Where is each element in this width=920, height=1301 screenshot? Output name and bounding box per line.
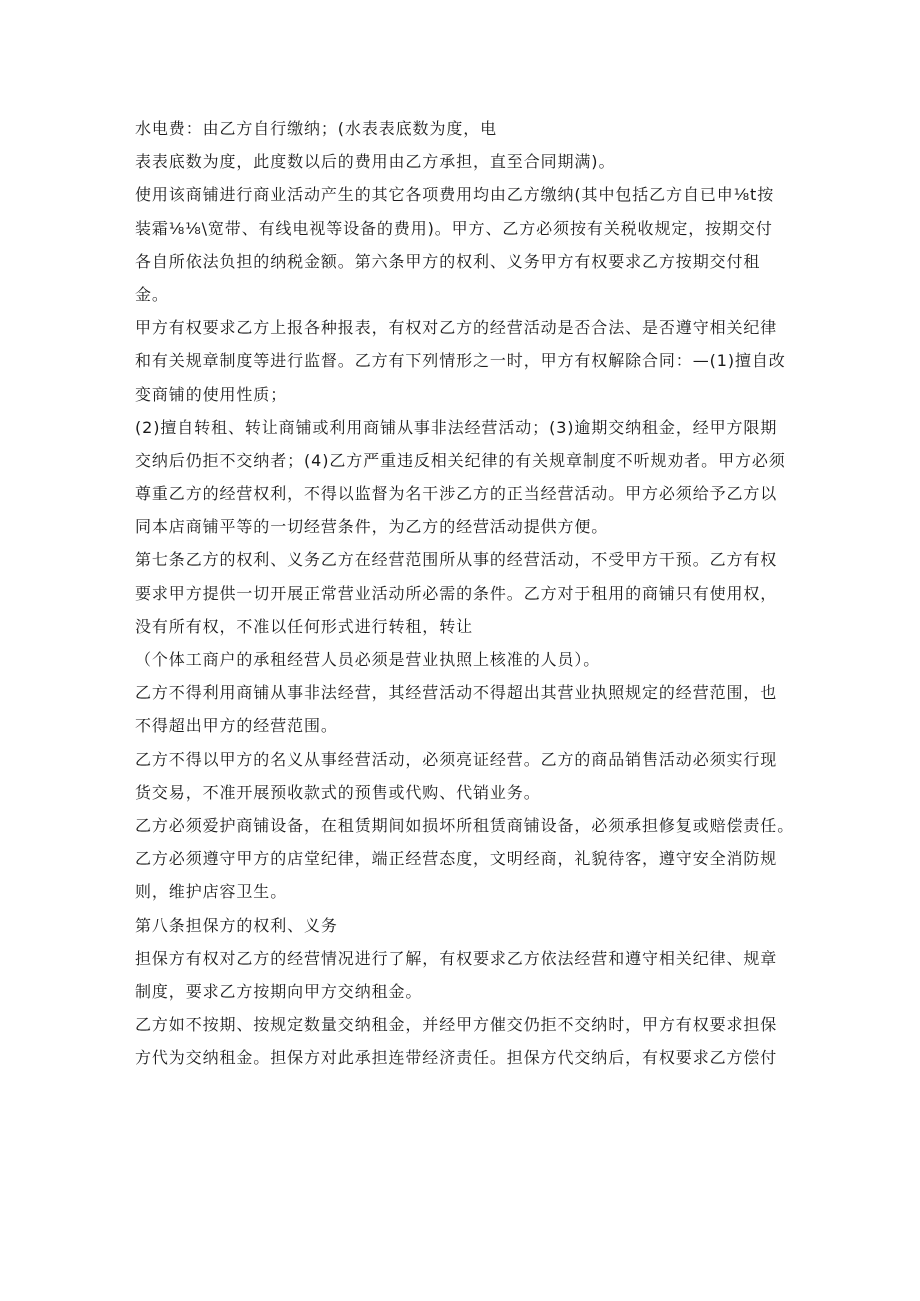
text-line: 不得超出甲方的经营范围。 [135, 716, 338, 736]
text-line: 乙方必须爱护商铺设备，在租赁期间如损坏所租赁商铺设备，必须承担修复或赔偿责任。 [135, 815, 795, 835]
text-line: 货交易，不准开展预收款式的预售或代购、代销业务。 [135, 782, 541, 802]
text-line: 则，维护店容卫生。 [135, 882, 288, 902]
text-line: 交纳后仍拒不交纳者；(4)乙方严重违反相关纪律的有关规章制度不听规劝者。甲方必须 [135, 450, 786, 470]
text-line: 乙方如不按期、按规定数量交纳租金，并经甲方催交仍拒不交纳时，甲方有权要求担保 [135, 1015, 778, 1035]
text-line: （个体工商户的承租经营人员必须是营业执照上核准的人员）。 [135, 650, 601, 669]
text-line: 各自所依法负担的纳税金额。第六条甲方的权利、义务甲方有权要求乙方按期交付租 [135, 251, 761, 271]
text-line: 水电费：由乙方自行缴纳；(水表表底数为度，电 [135, 119, 498, 138]
text-line: 乙方必须遵守甲方的店堂纪律，端正经营态度，文明经商，礼貌待客，遵守安全消防规 [135, 849, 778, 869]
text-line: 第七条乙方的权利、义务乙方在经营范围所从事的经营活动，不受甲方干预。乙方有权 [135, 550, 778, 570]
text-line: 和有关规章制度等进行监督。乙方有下列情形之一时，甲方有权解除合同：—(1)擅自改 [135, 351, 786, 371]
text-line: 变商铺的使用性质； [135, 384, 288, 404]
text-line: 要求甲方提供一切开展正常营业活动所必需的条件。乙方对于租用的商铺只有使用权， [135, 583, 778, 603]
text-line: 甲方有权要求乙方上报各种报表，有权对乙方的经营活动是否合法、是否遵守相关纪律 [135, 318, 778, 338]
contract-text [135, 112, 815, 1074]
text-line: 尊重乙方的经营权利，不得以监督为名干涉乙方的正当经营活动。甲方必须给予乙方以 [135, 484, 778, 504]
text-line: 金。 [135, 284, 169, 304]
section-heading: 第八条担保方的权利、义务 [135, 915, 338, 935]
text-line: 装霜⅛⅛\宽带、有线电视等设备的费用)。甲方、乙方必须按有关税收规定，按期交付 [135, 218, 773, 238]
text-line: 乙方不得以甲方的名义从事经营活动，必须亮证经营。乙方的商品销售活动必须实行现 [135, 749, 778, 769]
text-line: 同本店商铺平等的一切经营条件，为乙方的经营活动提供方便。 [135, 517, 609, 537]
text-line: 使用该商铺进行商业活动产生的其它各项费用均由乙方缴纳(其中包括乙方自已申⅛t按 [135, 185, 775, 205]
text-line: 没有所有权，不准以任何形式进行转租，转让 [135, 616, 474, 636]
text-line: 表表底数为度，此度数以后的费用由乙方承担，直至合同期满)。 [135, 152, 616, 172]
text-line: 方代为交纳租金。担保方对此承担连带经济责任。担保方代交纳后，有权要求乙方偿付 [135, 1048, 778, 1068]
text-line: 制度，要求乙方按期向甲方交纳租金。 [135, 981, 423, 1001]
text-line: (2)擅自转租、转让商铺或利用商铺从事非法经营活动；(3)逾期交纳租金，经甲方限期 [135, 417, 778, 437]
text-line: 担保方有权对乙方的经营情况进行了解，有权要求乙方依法经营和遵守相关纪律、规章 [135, 948, 778, 968]
text-line: 乙方不得利用商铺从事非法经营，其经营活动不得超出其营业执照规定的经营范围，也 [135, 683, 778, 703]
